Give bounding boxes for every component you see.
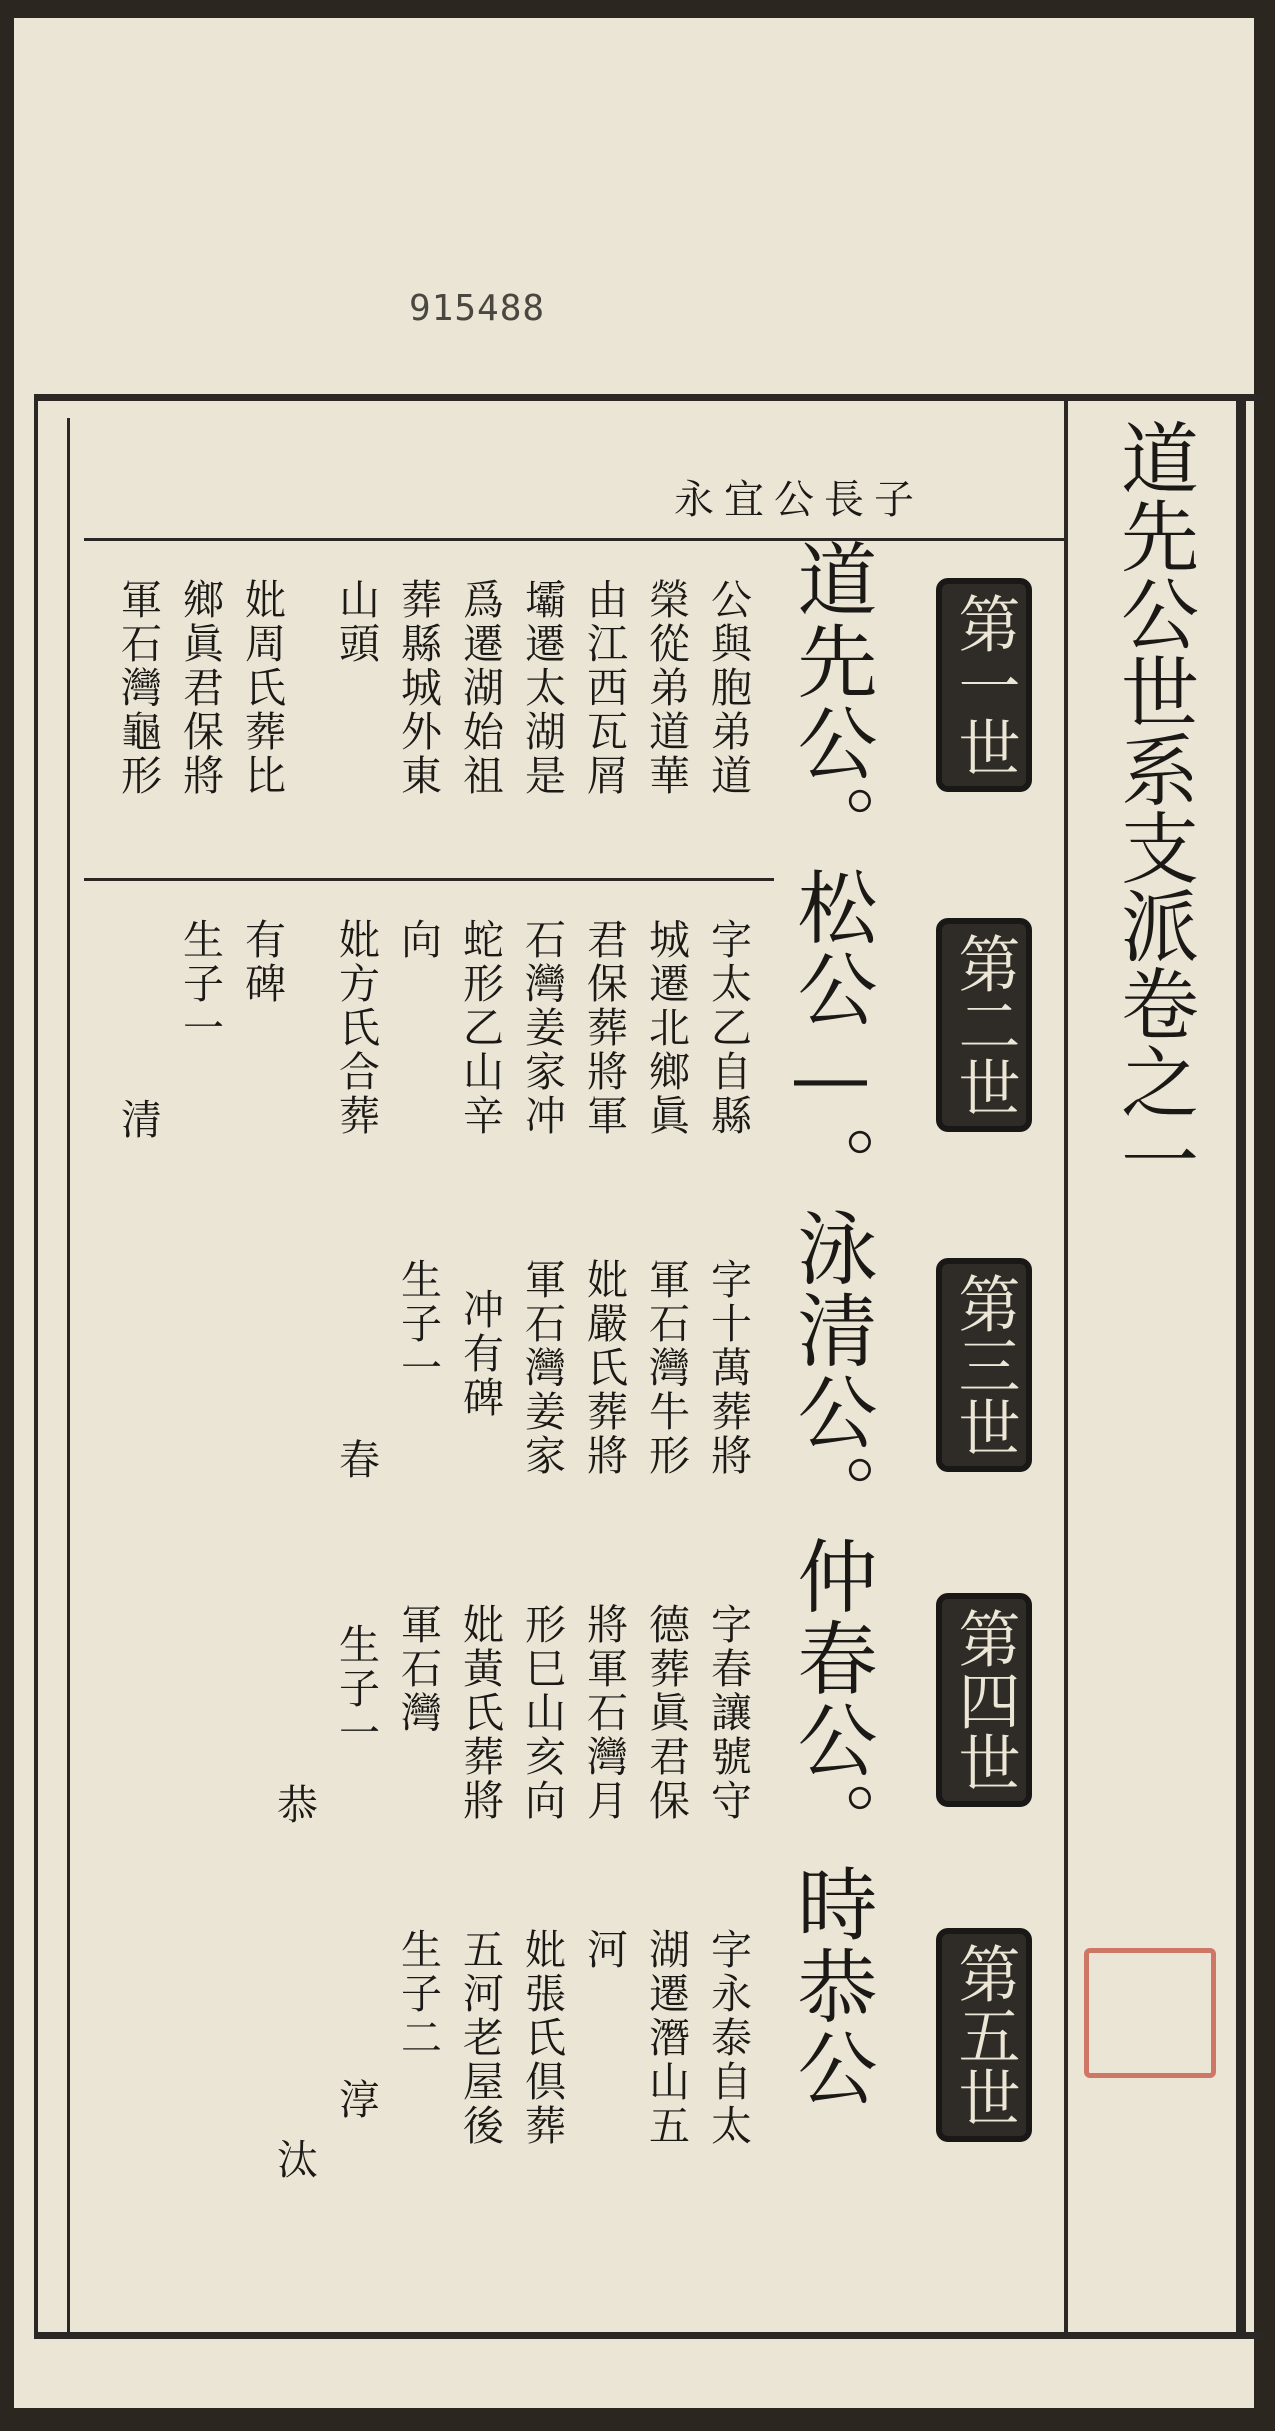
gen2-bio-col-10: 清 [114,1098,162,1142]
gen2-bio-col-6: 向 [394,918,442,962]
gen1-bio-col-1: 公與胞弟道 [704,578,752,798]
lineage-line: 道先公。松公—。泳清公。仲春公。時恭公 [784,538,877,2109]
gen4-bio-col-1: 字春讓號守 [704,1603,752,1823]
generation-label-3: 第三世 [936,1258,1032,1472]
generation-label-5: 第五世 [936,1928,1032,2142]
gen4-bio-col-8: 恭 [270,1783,318,1827]
gen2-bio-col-2: 城遷北鄉眞 [642,918,690,1138]
gen1-bio-col-5: 爲遷湖始祖 [456,578,504,798]
gen1-bio-col-8: 妣周氏葬比 [238,578,286,798]
gen1-bio-col-3: 由江西瓦屑 [580,578,628,798]
volume-title: 道先公世系支派卷之一 [1108,418,1198,1198]
gen1-bio-col-10: 軍石灣龜形 [114,578,162,798]
gen2-bio-col-7: 妣方氏合葬 [332,918,380,1138]
gen5-bio-col-3: 河 [580,1928,628,1972]
top-note: 子長公宜永 [674,477,924,523]
gen3-bio-col-6: 生子一 [394,1258,442,1390]
gen2-bio-col-9: 生子一 [176,918,224,1050]
gen5-bio-col-6: 生子二 [394,1928,442,2060]
gen2-bio-col-1: 字太乙自縣 [704,918,752,1138]
generation-label-4: 第四世 [936,1593,1032,1807]
gen2-bio-col-8: 有碑 [238,918,286,1006]
gen5-bio-col-7: 淳 [332,2078,380,2122]
generation-label-2: 第二世 [936,918,1032,1132]
gen4-bio-col-6: 軍石灣 [394,1603,442,1735]
top-note-rule [84,538,1066,541]
gen3-bio-col-5: 冲有碑 [456,1288,504,1420]
gen2-bio-col-3: 君保葬將軍 [580,918,628,1138]
gen5-bio-col-4: 妣張氏倶葬 [518,1928,566,2148]
gen3-bio-col-2: 軍石灣牛形 [642,1258,690,1478]
gen1-bio-col-6: 葬縣城外東 [394,578,442,798]
gen5-bio-col-2: 湖遷潛山五 [642,1928,690,2148]
right-border-rule [1236,394,1246,2339]
gen1-bio-col-2: 榮從弟道華 [642,578,690,798]
gen4-bio-col-2: 德葬眞君保 [642,1603,690,1823]
gen1-bio-col-9: 鄉眞君保將 [176,578,224,798]
gen4-bio-col-7: 生子一 [332,1623,380,1755]
catalog-number: 915488 [409,288,546,329]
gen2-bio-col-5: 蛇形乙山辛 [456,918,504,1138]
gen3-bio-col-1: 字十萬葬將 [704,1258,752,1478]
gen1-bio-col-7: 山頭 [332,578,380,666]
gen5-bio-col-8: 汰 [270,2138,318,2182]
gen5-bio-col-1: 字永泰自太 [704,1928,752,2148]
gen5-bio-col-5: 五河老屋後 [456,1928,504,2148]
generation-label-1: 第一世 [936,578,1032,792]
gen4-bio-col-3: 將軍石灣月 [580,1603,628,1823]
bio-divider-rule [84,878,774,881]
library-seal-stamp [1084,1948,1216,2078]
gen3-bio-col-4: 軍石灣姜家 [518,1258,566,1478]
gen3-bio-col-3: 妣嚴氏葬將 [580,1258,628,1478]
gen2-bio-col-4: 石灣姜家冲 [518,918,566,1138]
gen3-bio-col-7: 春 [332,1438,380,1482]
gen4-bio-col-5: 妣黃氏葬將 [456,1603,504,1823]
gen1-bio-col-4: 壩遷太湖是 [518,578,566,798]
book-page [14,18,1254,2408]
title-divider-rule [1064,394,1068,2339]
gen4-bio-col-4: 形巳山亥向 [518,1603,566,1823]
